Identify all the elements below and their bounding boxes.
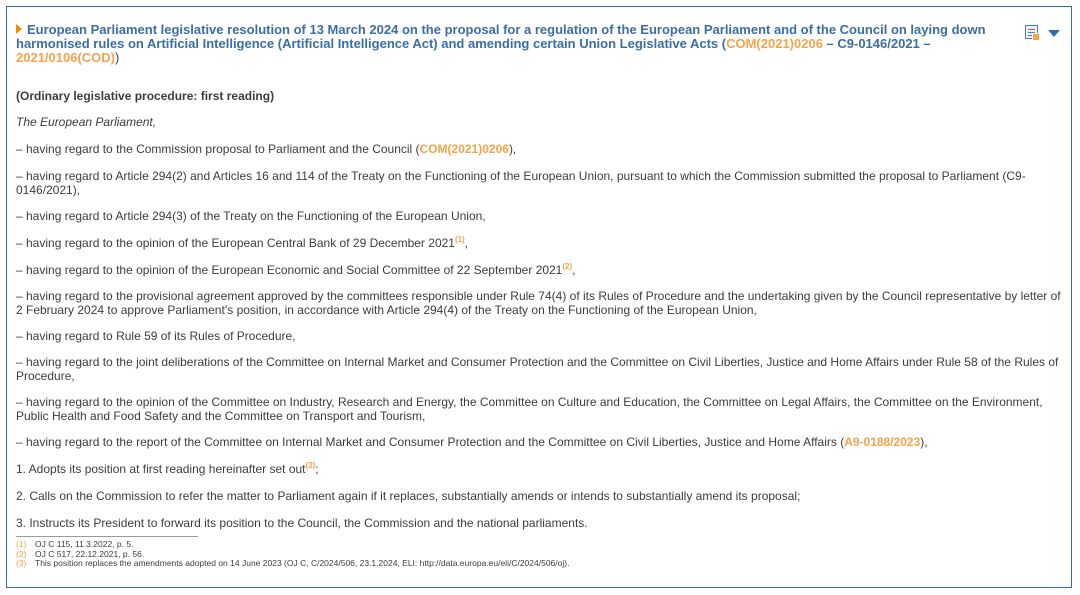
title-mid: – C9-0146/2021 –: [822, 36, 931, 51]
footnote-text: This position replaces the amendments adopted on 14 June 2023 (OJ C, C/2024/506, 23.1.2024, ELI: http://data.europa.eu/eli/C/2024/506/oj).: [35, 558, 570, 568]
citation-9: – having regard to the opinion of the Committee on Industry, Research and Energy, the Committee on Culture and Education, the Committee on Legal Affairs, the Committee on the Environment, Public Health and Food Safety and the Committee on Transport and Tourism,: [16, 395, 1043, 423]
procedure-label: (Ordinary legislative procedure: first reading): [16, 89, 275, 103]
document-export-icon[interactable]: [1025, 25, 1038, 39]
footnote-number[interactable]: (2): [16, 548, 27, 559]
operative-text: 1. Adopts its position at first reading hereinafter set out: [16, 462, 306, 476]
document-title[interactable]: [16, 23, 1008, 65]
footnote-marker[interactable]: (2): [562, 262, 573, 271]
title-ref-procedure[interactable]: 2021/0106(COD): [16, 50, 115, 65]
citation-text-end: ,: [572, 263, 576, 277]
title-ref-com[interactable]: COM(2021)0206: [726, 36, 823, 51]
citation-5: [16, 263, 1066, 277]
resolution-content: [16, 16, 1066, 569]
citation-text-end: ),: [920, 435, 928, 449]
title-tools: [1025, 25, 1060, 39]
citation-4: [16, 236, 1066, 250]
footnote-number[interactable]: (1): [16, 539, 27, 549]
footnote-divider: [16, 536, 198, 537]
expand-arrow-icon[interactable]: [16, 24, 22, 34]
citation-text: – having regard to the opinion of the European Economic and Social Committee of 22 September 2021: [16, 263, 563, 277]
footnote-text: OJ C 115, 11.3.2022, p. 5.: [35, 539, 134, 549]
footnote-marker[interactable]: (1): [454, 235, 465, 244]
title-end: ): [115, 50, 120, 65]
title-row: [16, 23, 1066, 65]
footnote-number[interactable]: (3): [16, 558, 27, 568]
citation-6: – having regard to the provisional agreement approved by the committees responsible under Rule 74(4) of its Rules of Procedure and the undertaking given by the Council representative by letter of 2 February 2024 to approve Parliament’s position, in accordance with Article 294(4) of the Treaty on the Functioning of the European Union,: [16, 289, 1061, 317]
citation-7: – having regard to Rule 59 of its Rules of Procedure,: [16, 329, 296, 343]
resolution-panel: [6, 6, 1072, 588]
citation-text-end: ),: [508, 142, 517, 156]
citation-text: – having regard to the report of the Committee on Internal Market and Consumer Protection and the Committee on Civil Liberties, Justice and Home Affairs (: [16, 435, 845, 449]
citation-2: – having regard to Article 294(2) and Articles 16 and 114 of the Treaty on the Functioning of the European Union, pursuant to which the Commission submitted the proposal to Parliament (C9-0146/2021),: [16, 169, 1026, 197]
footnote-3: [16, 559, 1066, 569]
preamble: The European Parliament,: [16, 115, 157, 129]
footnote-marker[interactable]: (3): [305, 461, 316, 470]
operative-2: 2. Calls on the Commission to refer the matter to Parliament again if it replaces, substantially amends or intends to substantially amend its proposal;: [16, 489, 801, 503]
citation-ref-link[interactable]: A9-0188/2023: [844, 435, 921, 449]
operative-text-end: ;: [315, 462, 319, 476]
citation-text: – having regard to the opinion of the European Central Bank of 29 December 2021: [16, 236, 455, 250]
title-text: European Parliament legislative resolution of 13 March 2024 on the proposal for a regulation of the European Parliament and of the Council on laying down harmonised rules on Artificial Intelligence (Artificial Intelligence Act) and amending certain Union Legislative Acts (: [16, 22, 986, 51]
citation-1: [16, 142, 1066, 156]
citation-10: [16, 435, 1066, 449]
footnotes: [16, 540, 1066, 569]
operative-1: [16, 462, 1066, 476]
dropdown-caret-icon[interactable]: [1048, 30, 1060, 37]
citation-ref-link[interactable]: COM(2021)0206: [419, 142, 509, 156]
operative-3: 3. Instructs its President to forward its position to the Council, the Commission and the national parliaments.: [16, 516, 588, 530]
footnote-text: OJ C 517, 22.12.2021, p. 56.: [35, 548, 145, 559]
citation-8: – having regard to the joint deliberations of the Committee on Internal Market and Consumer Protection and the Committee on Civil Liberties, Justice and Home Affairs under Rule 58 of the Rules of Procedure,: [16, 355, 1059, 383]
citation-3: – having regard to Article 294(3) of the Treaty on the Functioning of the European Union,: [16, 209, 486, 223]
citation-text-end: ,: [464, 236, 469, 250]
footnote-1: [16, 540, 1066, 550]
citation-text: – having regard to the Commission proposal to Parliament and the Council (: [16, 142, 420, 156]
